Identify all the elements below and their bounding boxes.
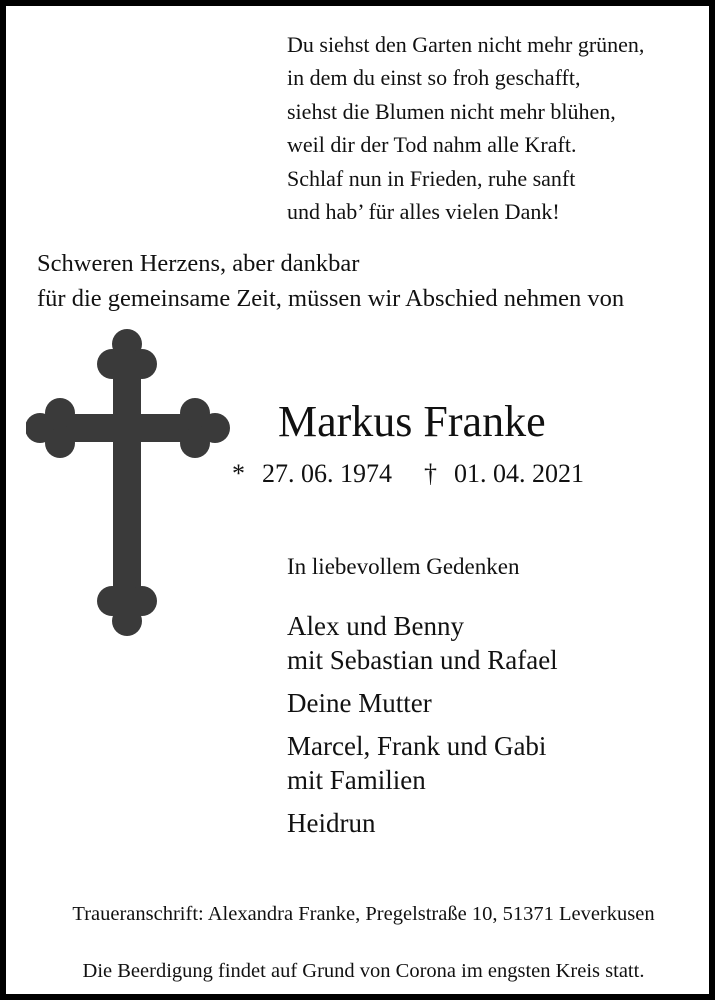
poem-line: in dem du einst so froh geschafft, xyxy=(287,65,581,91)
mourner-line: mit Sebastian und Rafael xyxy=(287,645,558,675)
mourner-line: Marcel, Frank und Gabi xyxy=(287,731,547,761)
mourner-line: Alex und Benny xyxy=(287,611,464,641)
poem-line: weil dir der Tod nahm alle Kraft. xyxy=(287,132,577,158)
death-symbol: † xyxy=(424,459,437,488)
mourner-line: Heidrun xyxy=(287,808,376,838)
poem-line: siehst die Blumen nicht mehr blühen, xyxy=(287,98,616,124)
life-dates xyxy=(232,454,652,494)
cross-icon xyxy=(26,328,230,638)
mourner-group xyxy=(287,609,707,677)
mourners-list xyxy=(287,609,707,849)
poem xyxy=(287,28,707,228)
memory-text: In liebevollem Gedenken xyxy=(287,554,520,579)
mourner-group xyxy=(287,806,707,840)
poem-line: und hab’ für alles vielen Dank! xyxy=(287,199,560,225)
death-date: 01. 04. 2021 xyxy=(454,459,584,488)
mourner-group xyxy=(287,729,707,797)
mourner-group xyxy=(287,686,707,720)
funeral-note: Die Beerdigung findet auf Grund von Corona im engsten Kreis statt. xyxy=(82,960,645,982)
mourning-address: Traueranschrift: Alexandra Franke, Pregelstraße 10, 51371 Leverkusen xyxy=(72,903,655,925)
poem-line: Schlaf nun in Frieden, ruhe sanft xyxy=(287,165,576,191)
birth-symbol: * xyxy=(232,459,245,488)
mourner-line: mit Familien xyxy=(287,765,426,795)
intro-text xyxy=(37,246,707,316)
mourner-line: Deine Mutter xyxy=(287,688,432,718)
intro-line: für die gemeinsame Zeit, müssen wir Abschied nehmen von xyxy=(37,285,625,312)
birth-date: 27. 06. 1974 xyxy=(262,459,392,488)
deceased-name: Markus Franke xyxy=(278,397,546,446)
poem-line: Du siehst den Garten nicht mehr grünen, xyxy=(287,32,645,57)
intro-line: Schweren Herzens, aber dankbar xyxy=(37,250,360,277)
